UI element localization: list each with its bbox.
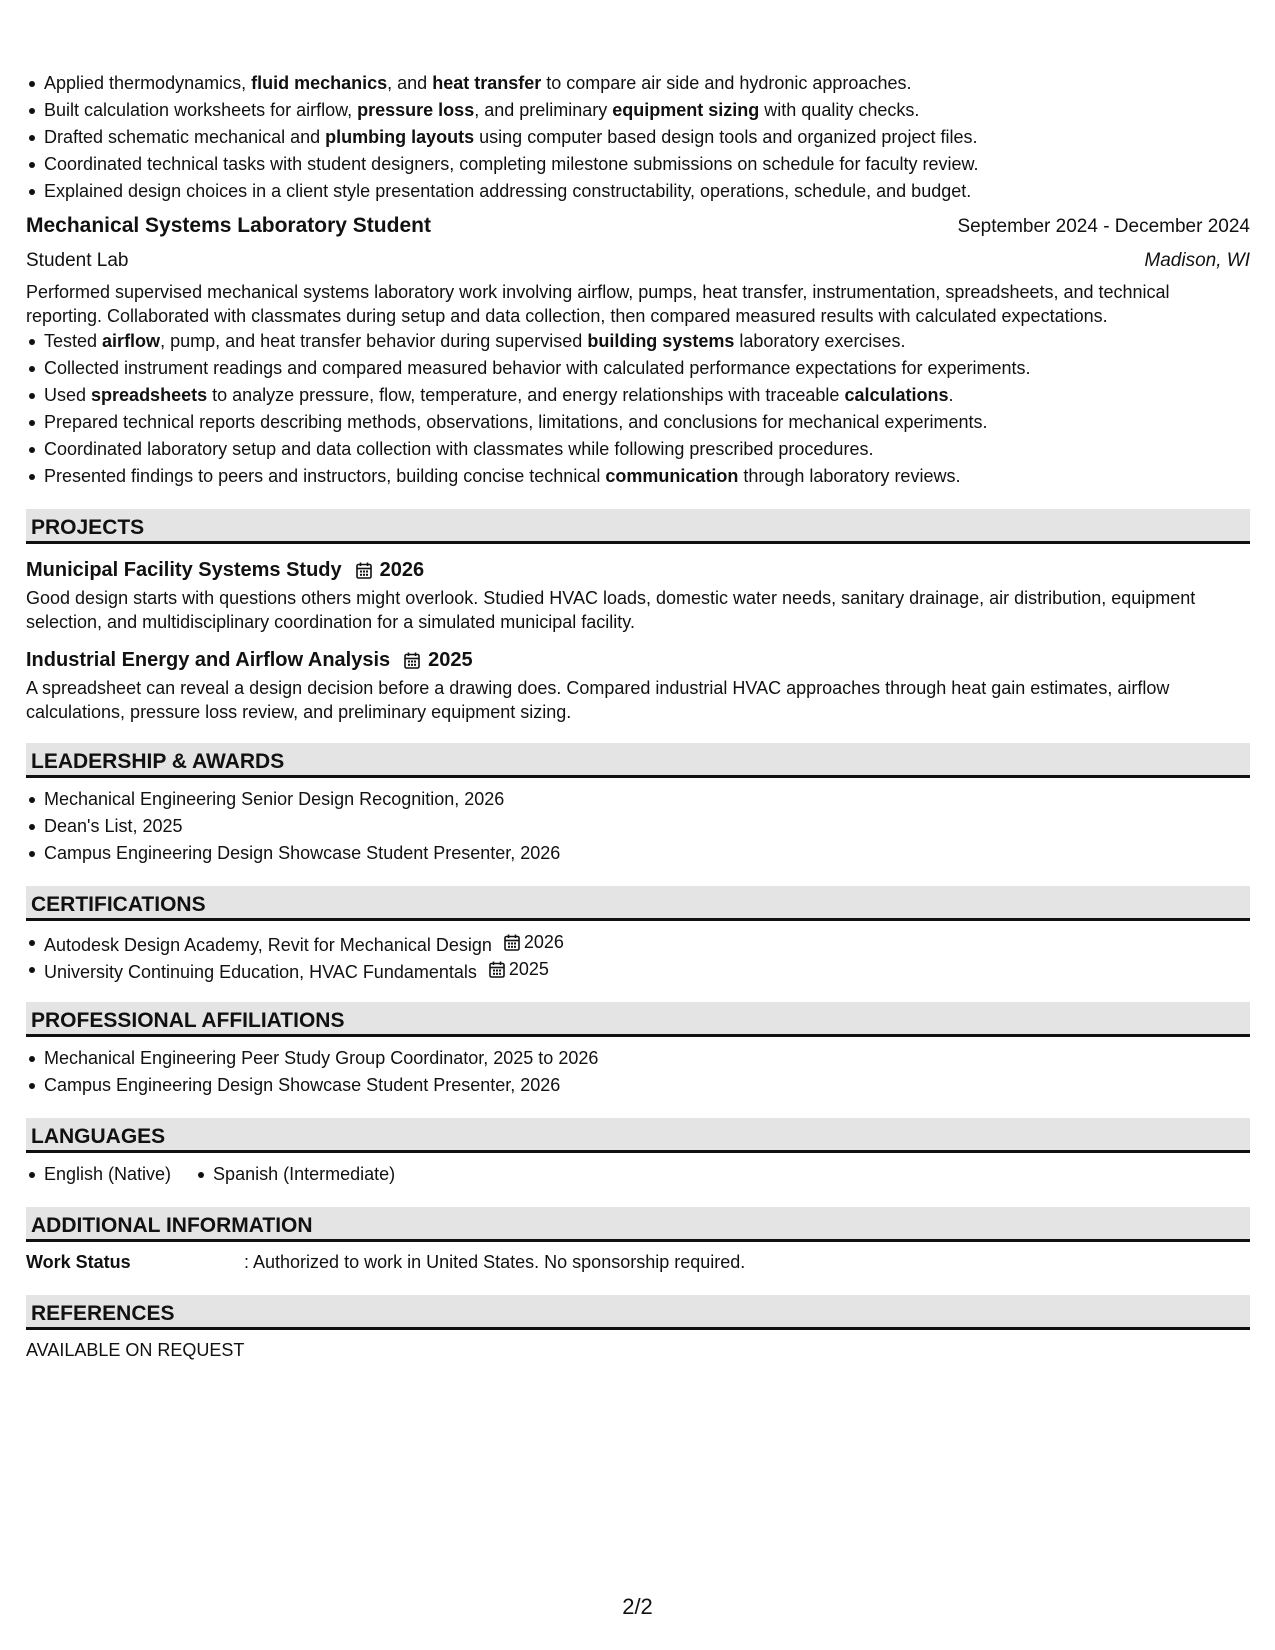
bold-keyword: airflow: [102, 331, 161, 351]
bullet-text: to compare air side and hydronic approaches.: [541, 73, 912, 93]
section-title: LANGUAGES: [31, 1125, 166, 1148]
certification-year: 2026: [523, 932, 564, 952]
section-heading-affiliations: [26, 1002, 1250, 1037]
calendar-icon: [489, 961, 505, 978]
section-heading-additional: [26, 1207, 1250, 1242]
section-title: REFERENCES: [31, 1302, 175, 1325]
section-title: PROJECTS: [31, 516, 145, 539]
bold-keyword: communication: [605, 466, 739, 486]
resume-page: [26, 70, 1250, 1364]
bullet-text: , and: [387, 73, 433, 93]
section-title: CERTIFICATIONS: [31, 893, 206, 916]
bullet-text: laboratory exercises.: [734, 331, 906, 351]
project-header: [26, 644, 1250, 676]
page-number: 2/2: [622, 1594, 653, 1619]
project-year: 2026: [379, 558, 425, 581]
bullet-text: using computer based design tools and organized project files.: [474, 127, 978, 147]
section-heading-projects: [26, 509, 1250, 544]
previous-job-bullets: [26, 70, 1250, 205]
list-item: [44, 70, 1250, 97]
section-title: ADDITIONAL INFORMATION: [31, 1214, 313, 1237]
section-heading-references: [26, 1295, 1250, 1330]
project-description: Good design starts with questions others might overlook. Studied HVAC loads, domestic water needs, sanitary drainage, air distribution, equipment selection, and multidisciplinary coordination for a simulated municipal facility.: [26, 588, 1196, 632]
bullet-text: Prepared technical reports describing methods, observations, limitations, and conclusions for mechanical experiments.: [44, 412, 988, 432]
bullet-text: Coordinated technical tasks with student designers, completing milestone submissions on schedule for faculty review.: [44, 154, 979, 174]
references-text: AVAILABLE ON REQUEST: [26, 1340, 245, 1360]
work-status-label: Work Status: [26, 1252, 131, 1272]
affiliations-list: [26, 1045, 1250, 1099]
list-item: Mechanical Engineering Senior Design Recognition, 2026: [44, 786, 1250, 813]
calendar-icon: [404, 652, 420, 669]
list-item: Campus Engineering Design Showcase Student Presenter, 2026: [44, 1072, 1250, 1099]
bold-keyword: spreadsheets: [91, 385, 208, 405]
certifications-list: [26, 929, 1250, 983]
projects-list: [26, 554, 1250, 724]
bullet-text: to analyze pressure, flow, temperature, and energy relationships with traceable: [207, 385, 845, 405]
section-title: PROFESSIONAL AFFILIATIONS: [31, 1009, 345, 1032]
bullet-text: , and preliminary: [474, 100, 613, 120]
project-title: Industrial Energy and Airflow Analysis: [26, 648, 391, 671]
languages-list: [26, 1161, 1250, 1188]
bold-keyword: fluid mechanics: [251, 73, 388, 93]
job-location: Madison, WI: [1144, 250, 1250, 271]
list-item: Dean's List, 2025: [44, 813, 1250, 840]
bullet-text: , pump, and heat transfer behavior during supervised: [160, 331, 588, 351]
list-item: [44, 436, 1250, 463]
job-summary: Performed supervised mechanical systems laboratory work involving airflow, pumps, heat transfer, instrumentation, spreadsheets, and technical reporting. Collaborated with classmates during setup and data collection, then compared measured results with calculated expectations.: [26, 282, 1170, 326]
bullet-text: Explained design choices in a client style presentation addressing constructability, operations, schedule, and budget.: [44, 181, 972, 201]
section-title: LEADERSHIP & AWARDS: [31, 750, 285, 773]
list-item: English (Native): [44, 1161, 171, 1188]
job-organization: Student Lab: [26, 250, 129, 271]
list-item: [44, 124, 1250, 151]
bullet-text: Built calculation worksheets for airflow,: [44, 100, 358, 120]
list-item: [44, 151, 1250, 178]
bold-keyword: building systems: [587, 331, 735, 351]
certification-date: [504, 929, 564, 956]
certification-name: Autodesk Design Academy, Revit for Mechanical Design: [44, 935, 492, 955]
list-item: Mechanical Engineering Peer Study Group Coordinator, 2025 to 2026: [44, 1045, 1250, 1072]
certification-year: 2025: [508, 959, 549, 979]
bold-keyword: calculations: [844, 385, 949, 405]
project-description: A spreadsheet can reveal a design decision before a drawing does. Compared industrial HVAC approaches through heat gain estimates, airflow calculations, pressure loss review, and preliminary equipment sizing.: [26, 678, 1170, 722]
section-heading-certifications: [26, 886, 1250, 921]
bold-keyword: plumbing layouts: [325, 127, 475, 147]
certification-name: University Continuing Education, HVAC Fundamentals: [44, 962, 477, 982]
job-bullets: [26, 328, 1250, 490]
bullet-text: Presented findings to peers and instructors, building concise technical: [44, 466, 606, 486]
list-item: [44, 409, 1250, 436]
bullet-text: Tested: [44, 331, 103, 351]
bullet-text: .: [948, 385, 954, 405]
list-item: [44, 97, 1250, 124]
bold-keyword: pressure loss: [357, 100, 475, 120]
list-item: [44, 355, 1250, 382]
bullet-text: Coordinated laboratory setup and data collection with classmates while following prescribed procedures.: [44, 439, 874, 459]
bold-keyword: equipment sizing: [612, 100, 760, 120]
job-subheader: [26, 246, 1250, 276]
bullet-text: Applied thermodynamics,: [44, 73, 252, 93]
leadership-list: [26, 786, 1250, 867]
job-header: [26, 214, 1250, 246]
project-year: 2025: [428, 648, 473, 671]
section-heading-leadership: [26, 743, 1250, 778]
bullet-text: through laboratory reviews.: [738, 466, 961, 486]
list-item: [44, 178, 1250, 205]
certification-item: [44, 929, 1250, 956]
list-item: Spanish (Intermediate): [213, 1161, 395, 1188]
work-status-row: [26, 1249, 1250, 1276]
list-item: [44, 463, 1250, 490]
certification-date: [489, 956, 549, 983]
calendar-icon: [504, 934, 520, 951]
bullet-text: Drafted schematic mechanical and: [44, 127, 326, 147]
bullet-text: with quality checks.: [759, 100, 920, 120]
bold-keyword: heat transfer: [432, 73, 542, 93]
certification-item: [44, 956, 1250, 983]
list-item: Campus Engineering Design Showcase Student Presenter, 2026: [44, 840, 1250, 867]
calendar-icon: [356, 562, 372, 579]
job-title: Mechanical Systems Laboratory Student: [26, 214, 431, 237]
list-item: [44, 328, 1250, 355]
work-status-value: : Authorized to work in United States. No sponsorship required.: [244, 1252, 746, 1272]
project-header: [26, 554, 1250, 586]
job-dates: September 2024 - December 2024: [957, 216, 1250, 237]
bullet-text: Collected instrument readings and compared measured behavior with calculated performance expectations for experiments.: [44, 358, 1031, 378]
list-item: [44, 382, 1250, 409]
bullet-text: Used: [44, 385, 92, 405]
section-heading-languages: [26, 1118, 1250, 1153]
project-title: Municipal Facility Systems Study: [26, 558, 342, 581]
